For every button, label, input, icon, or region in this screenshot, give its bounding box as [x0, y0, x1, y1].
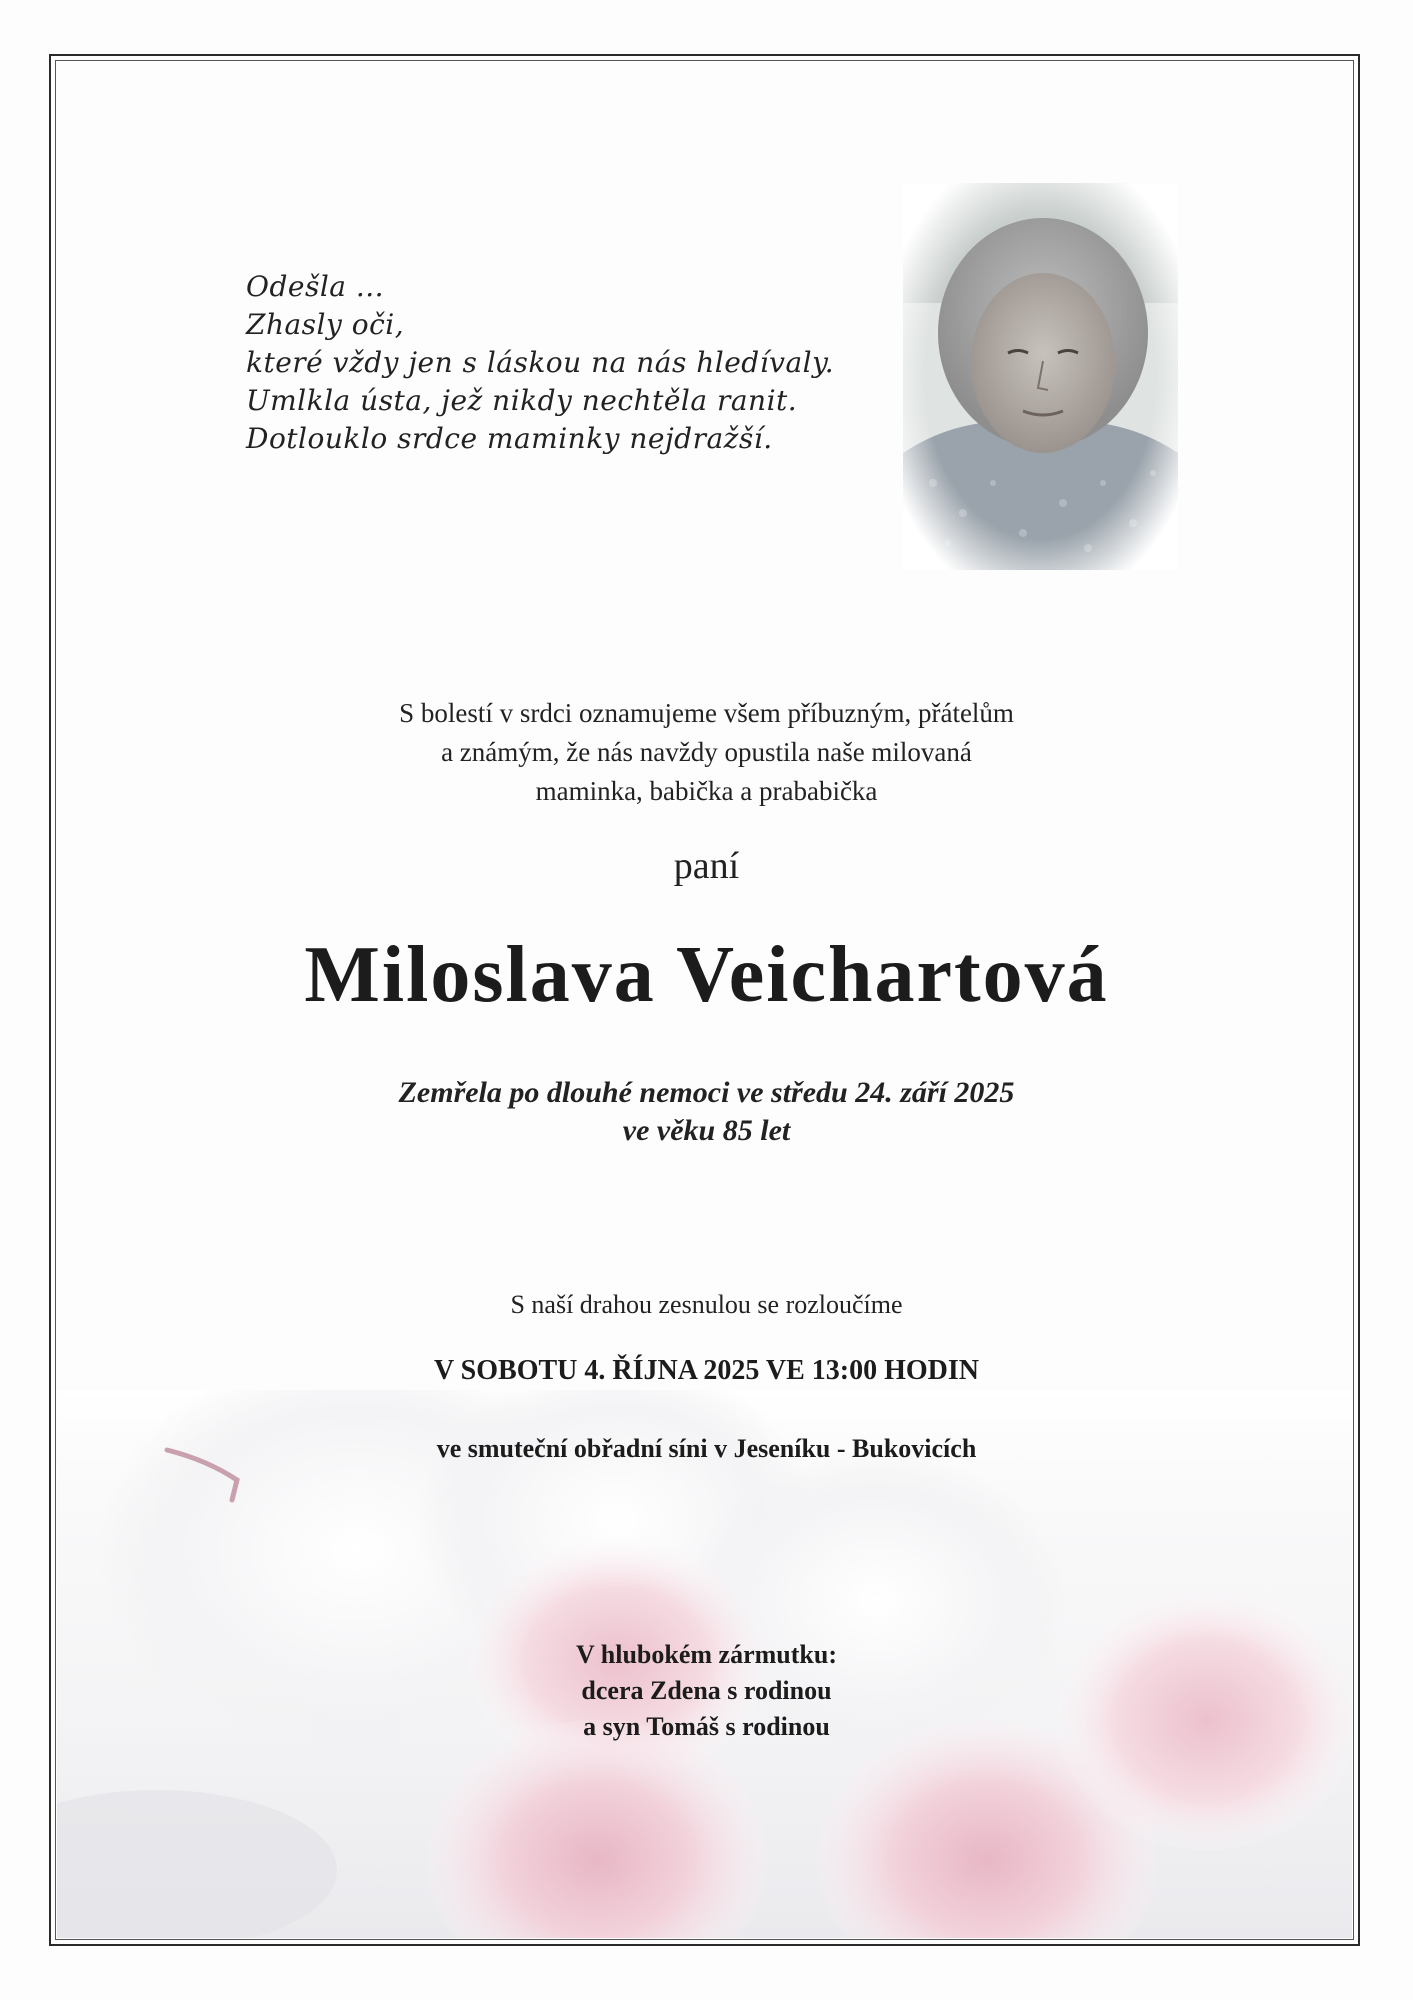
poem-line: Odešla ...	[246, 270, 385, 303]
farewell-intro: S naší drahou zesnulou se rozloučíme	[510, 1290, 903, 1319]
announcement-line: maminka, babička a prababička	[535, 776, 878, 806]
salutation: paní	[673, 845, 740, 887]
poem-line: které vždy jen s láskou na nás hledívaly.	[246, 346, 835, 379]
death-date-line: Zemřela po dlouhé nemoci ve středu 24. září 2025	[398, 1076, 1015, 1109]
deceased-name: Miloslava Veichartová	[304, 931, 1109, 1019]
funeral-place: ve smuteční obřadní síni v Jeseníku - Bukovicích	[436, 1434, 977, 1463]
mourners-line: dcera Zdena s rodinou	[581, 1676, 832, 1705]
announcement-text	[0, 694, 1413, 811]
mourners-line: a syn Tomáš s rodinou	[583, 1712, 830, 1741]
announcement-line: a známým, že nás navždy opustila naše milovaná	[441, 737, 972, 767]
announcement-line: S bolestí v srdci oznamujeme všem příbuzným, přátelům	[399, 698, 1014, 728]
poem-line: Zhasly oči,	[246, 308, 405, 341]
poem	[246, 268, 866, 458]
death-details	[0, 1074, 1413, 1150]
mourners	[0, 1637, 1413, 1745]
mourners-line: V hlubokém zármutku:	[575, 1640, 837, 1669]
poem-line: Dotlouklo srdce maminky nejdražší.	[246, 422, 773, 455]
poem-line: Umlkla ústa, jež nikdy nechtěla ranit.	[246, 384, 798, 417]
portrait-photo	[903, 183, 1178, 570]
death-age-line: ve věku 85 let	[622, 1114, 791, 1147]
funeral-datetime: V SOBOTU 4. ŘÍJNA 2025 VE 13:00 HODIN	[433, 1355, 980, 1386]
